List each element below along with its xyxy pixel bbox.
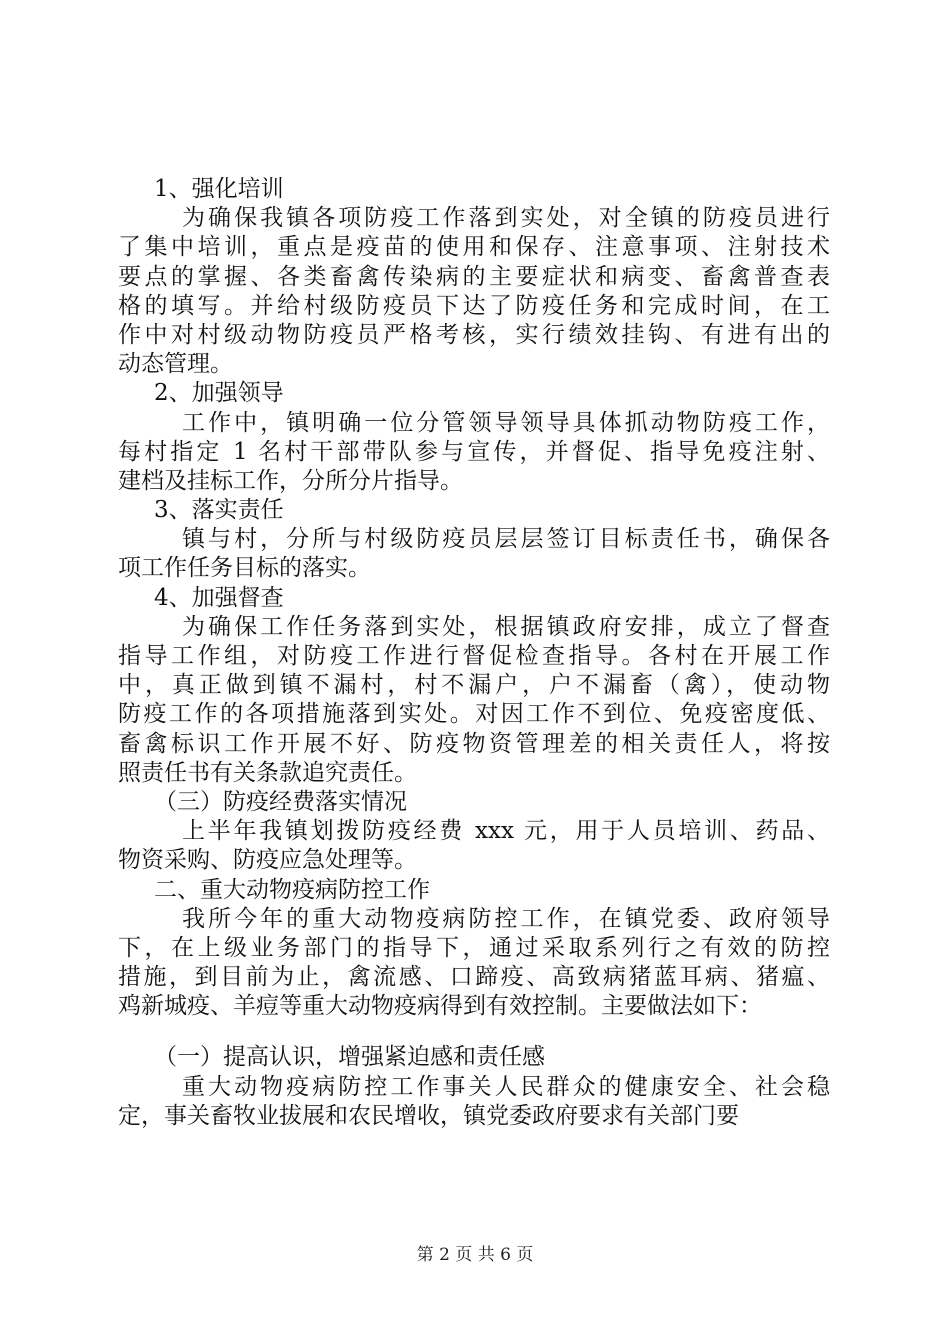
text-line: 防疫工作的各项措施落到实处。对因工作不到位、免疫密度低、 (118, 701, 830, 728)
text-line: 每村指定 1 名村干部带队参与宣传，并督促、指导免疫注射、 (118, 438, 830, 465)
section-heading: 1、强化培训 (154, 176, 284, 202)
document-body (118, 175, 830, 1131)
text-line: 中，真正做到镇不漏村，村不漏户，户不漏畜（禽），使动物 (118, 672, 830, 699)
section-heading: 二、重大动物疫病防控工作 (154, 876, 430, 903)
section-heading: （三）防疫经费落实情况 (154, 788, 407, 815)
text-line: 动态管理。 (118, 351, 233, 378)
text-line: 鸡新城疫、羊痘等重大动物疫病得到有效控制。主要做法如下： (118, 993, 762, 1020)
text-line: 镇与村，分所与村级防疫员层层签订目标责任书，确保各 (182, 526, 830, 553)
text-line: 指导工作组，对防疫工作进行督促检查指导。各村在开展工作 (118, 643, 830, 669)
text-line: 我所今年的重大动物疫病防控工作，在镇党委、政府领导 (182, 905, 830, 932)
section-heading: （一）提高认识，增强紧迫感和责任感 (154, 1044, 545, 1071)
paragraph-gap (118, 1021, 830, 1043)
section-heading: 2、加强领导 (154, 380, 284, 407)
text-line: 要点的掌握、各类畜禽传染病的主要症状和病变、畜禽普查表 (118, 263, 830, 290)
text-line: 建档及挂标工作，分所分片指导。 (118, 467, 463, 494)
text-line: 上半年我镇划拨防疫经费 xxx 元，用于人员培训、药品、 (182, 818, 830, 845)
text-line: 畜禽标识工作开展不好、防疫物资管理差的相关责任人，将按 (118, 730, 830, 757)
text-line: 项工作任务目标的落实。 (118, 555, 371, 582)
page-footer: 第 2 页 共 6 页 (416, 1245, 534, 1265)
text-line: 了集中培训，重点是疫苗的使用和保存、注意事项、注射技术 (118, 234, 830, 261)
text-line: 格的填写。并给村级防疫员下达了防疫任务和完成时间，在工 (118, 292, 830, 319)
text-line: 物资采购、防疫应急处理等。 (118, 847, 417, 874)
text-line: 工作中，镇明确一位分管领导领导具体抓动物防疫工作， (182, 409, 830, 436)
text-line: 重大动物疫病防控工作事关人民群众的健康安全、社会稳 (182, 1073, 830, 1100)
text-line: 照责任书有关条款追究责任。 (118, 759, 417, 786)
text-line: 措施，到目前为止，禽流感、口蹄疫、高致病猪蓝耳病、猪瘟、 (118, 964, 830, 991)
section-heading: 4、加强督查 (154, 584, 284, 611)
text-line: 作中对村级动物防疫员严格考核，实行绩效挂钩、有进有出的 (118, 321, 830, 348)
text-line: 为确保工作任务落到实处，根据镇政府安排，成立了督查 (182, 613, 830, 640)
text-line: 下，在上级业务部门的指导下，通过采取系列行之有效的防控 (118, 934, 830, 961)
section-heading: 3、落实责任 (154, 497, 284, 524)
text-line: 定，事关畜牧业拔展和农民增收，镇党委政府要求有关部门要 (118, 1102, 739, 1129)
text-line: 为确保我镇各项防疫工作落到实处，对全镇的防疫员进行 (182, 205, 830, 232)
